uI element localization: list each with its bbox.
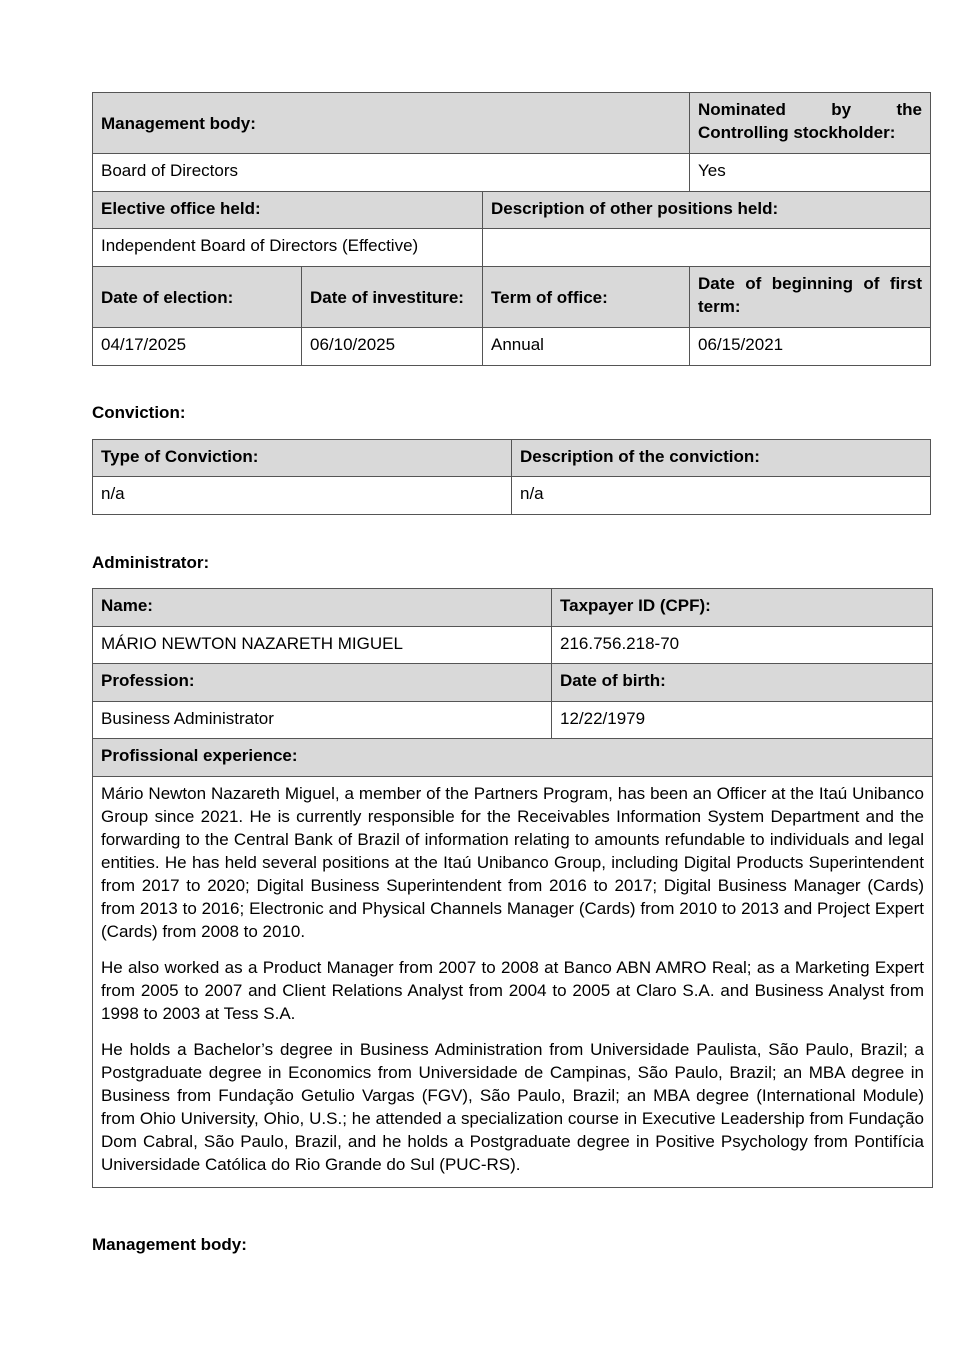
management-body-value: Board of Directors <box>93 154 690 192</box>
profession-header: Profession: <box>93 664 552 702</box>
nominated-value: Yes <box>690 154 931 192</box>
taxpayer-id-header: Taxpayer ID (CPF): <box>552 589 933 627</box>
conviction-type-header: Type of Conviction: <box>93 440 512 477</box>
term-of-office-value: Annual <box>483 328 690 366</box>
conviction-label: Conviction: <box>92 403 186 422</box>
experience-paragraph: He also worked as a Product Manager from 2007 to 2008 at Banco ABN AMRO Real; as a Marketing Expert from 2005 to 2007 and Client Relations Analyst from 2004 to 2005 at Claro S.A. and Business Analyst from 1998 to 2003 at Tess S.A. <box>101 958 924 1023</box>
date-of-investiture-header: Date of investiture: <box>302 267 483 328</box>
other-positions-value <box>483 229 931 267</box>
administrator-table <box>92 588 933 1188</box>
nominated-header: Nominated by the Controlling stockholder: <box>690 93 931 154</box>
first-term-date-value: 06/15/2021 <box>690 328 931 366</box>
conviction-description-header: Description of the conviction: <box>512 440 931 477</box>
conviction-description-value: n/a <box>512 477 931 515</box>
elective-office-value: Independent Board of Directors (Effective) <box>93 229 483 267</box>
management-body-header: Management body: <box>93 93 690 154</box>
conviction-table <box>92 439 931 515</box>
term-of-office-header: Term of office: <box>483 267 690 328</box>
name-value: MÁRIO NEWTON NAZARETH MIGUEL <box>93 627 552 664</box>
other-positions-header: Description of other positions held: <box>483 192 931 229</box>
date-of-birth-value: 12/22/1979 <box>552 702 933 739</box>
management-body-footer-label: Management body: <box>92 1235 247 1254</box>
date-of-election-value: 04/17/2025 <box>93 328 302 366</box>
experience-paragraph: Mário Newton Nazareth Miguel, a member of the Partners Program, has been an Officer at the Itaú Unibanco Group since 2021. He is currently responsible for the Receivables Information System Department and the forwarding to the Central Bank of Brazil of information relating to amounts refundable to individuals and legal entities. He has held several positions at the Itaú Unibanco Group, including Digital Products Superintendent from 2017 to 2020; Digital Business Superintendent from 2016 to 2017; Digital Business Manager (Cards) from 2013 to 2016; Electronic and Physical Channels Manager (Cards) from 2010 to 2013 and Project Expert (Cards) from 2008 to 2010. <box>101 784 924 941</box>
elective-office-header: Elective office held: <box>93 192 483 229</box>
experience-paragraph: He holds a Bachelor’s degree in Business Administration from Universidade Paulista, São Paulo, Brazil; a Postgraduate degree in Economics from Universidade de Campinas, São Paulo, Brazil; an MBA degree in Business from Fundação Getulio Vargas (FGV), São Paulo, Brazil; an MBA degree (International Module) from Ohio University, Ohio, U.S.; he attended a specialization course in Executive Leadership from Fundação Dom Cabral, São Paulo, Brazil, and he holds a Postgraduate degree in Positive Psychology from Pontifícia Universidade Católica do Rio Grande do Sul (PUC-RS). <box>101 1040 924 1174</box>
conviction-type-value: n/a <box>93 477 512 515</box>
taxpayer-id-value: 216.756.218-70 <box>552 627 933 664</box>
profession-value: Business Administrator <box>93 702 552 739</box>
professional-experience-header: Profissional experience: <box>93 739 933 777</box>
management-table <box>92 92 931 366</box>
date-of-election-header: Date of election: <box>93 267 302 328</box>
date-of-investiture-value: 06/10/2025 <box>302 328 483 366</box>
professional-experience-body <box>93 777 933 1188</box>
administrator-label: Administrator: <box>92 553 210 572</box>
first-term-date-header: Date of beginning of first term: <box>690 267 931 328</box>
name-header: Name: <box>93 589 552 627</box>
date-of-birth-header: Date of birth: <box>552 664 933 702</box>
